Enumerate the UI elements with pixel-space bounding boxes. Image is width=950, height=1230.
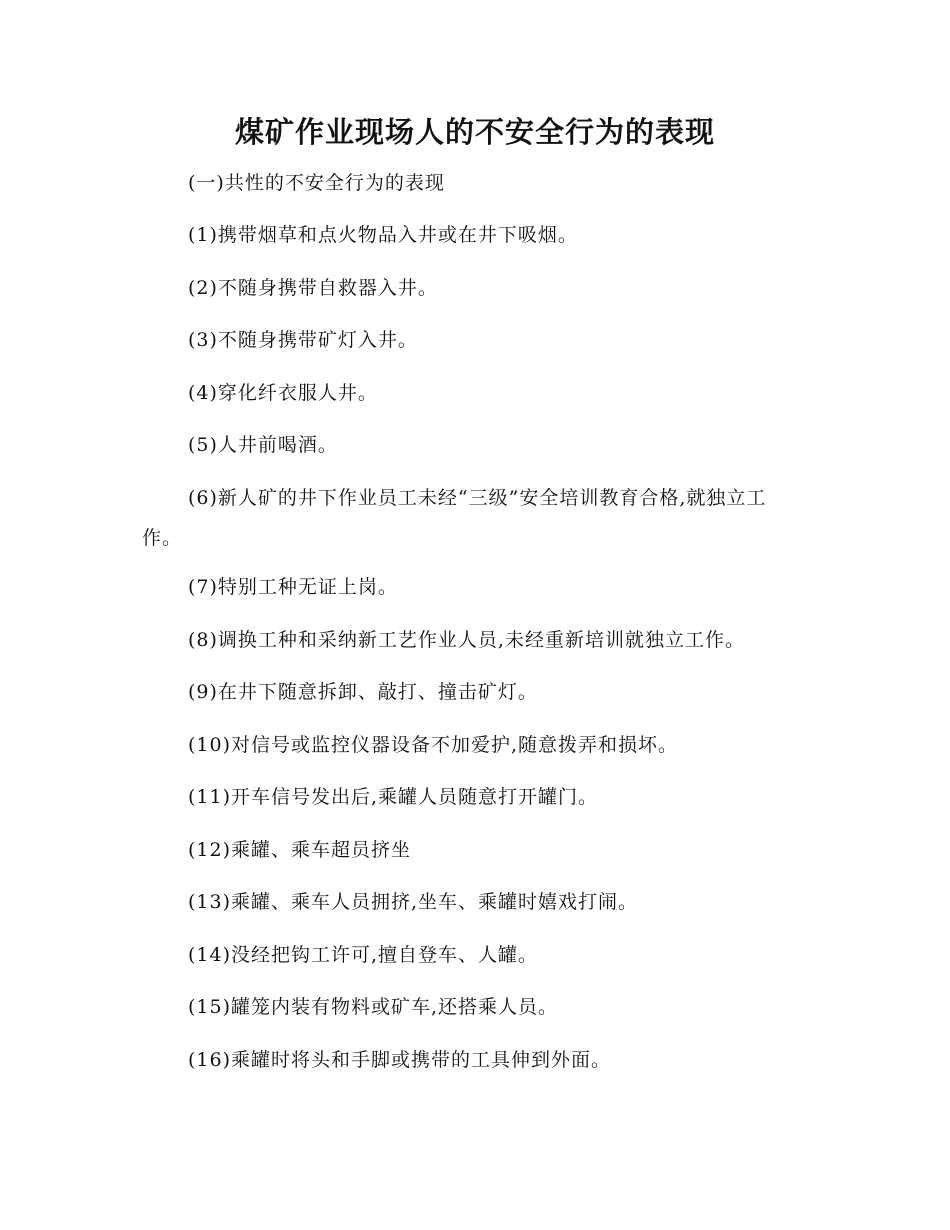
- document-title: 煤矿作业现场人的不安全行为的表现: [234, 115, 715, 149]
- list-item: (5)人井前喝酒。: [188, 434, 338, 456]
- list-item: (7)特别工种无证上岗。: [188, 576, 398, 598]
- list-item: (4)穿化纤衣服人井。: [188, 382, 378, 404]
- list-item: (11)开车信号发出后,乘罐人员随意打开罐门。: [188, 786, 599, 808]
- list-item: (15)罐笼内装有物料或矿车,还搭乘人员。: [188, 996, 559, 1018]
- list-item: (3)不随身携带矿灯入井。: [188, 329, 418, 351]
- list-item: (8)调换工种和采纳新工艺作业人员,未经重新培训就独立工作。: [188, 629, 745, 651]
- list-item: (16)乘罐时将头和手脚或携带的工具伸到外面。: [188, 1049, 612, 1071]
- list-item: (6)新人矿的井下作业员工未经“三级”安全培训教育合格,就独立工作。: [142, 487, 767, 549]
- list-item: (2)不随身携带自救器入井。: [188, 277, 438, 299]
- section-heading: (一)共性的不安全行为的表现: [188, 172, 445, 194]
- list-item: (10)对信号或监控仪器设备不加爱护,随意拨弄和损坏。: [188, 734, 679, 756]
- list-item: (14)没经把钩工许可,擅自登车、人罐。: [188, 944, 539, 966]
- list-item: (13)乘罐、乘车人员拥挤,坐车、乘罐时嬉戏打闹。: [188, 891, 639, 913]
- list-item: (9)在井下随意拆卸、敲打、撞击矿灯。: [188, 681, 538, 703]
- list-item: (12)乘罐、乘车超员挤坐: [188, 839, 412, 861]
- list-item: (1)携带烟草和点火物品入井或在井下吸烟。: [188, 224, 578, 246]
